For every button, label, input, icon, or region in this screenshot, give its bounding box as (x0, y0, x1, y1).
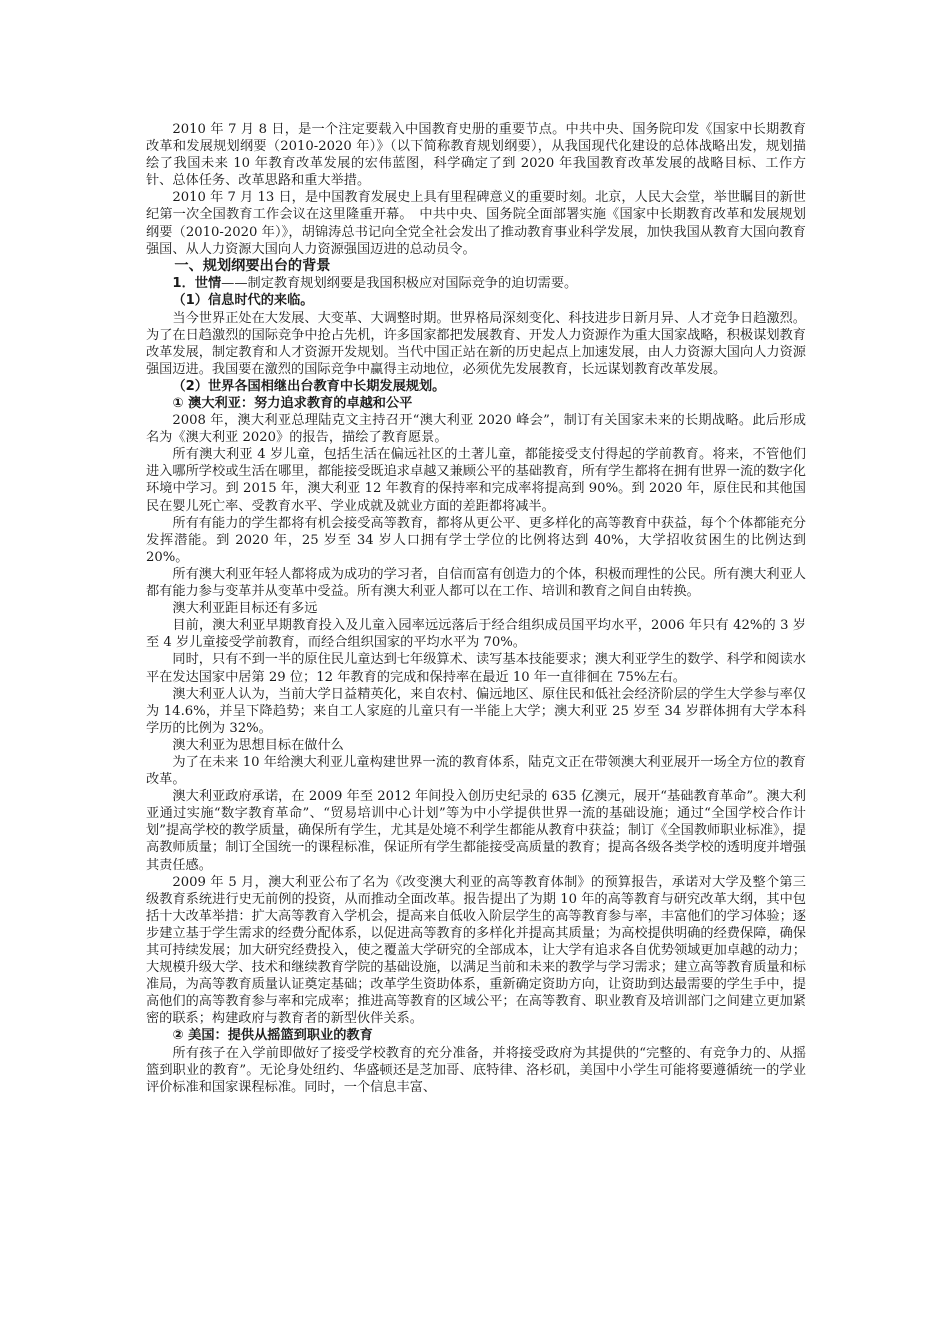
heading-world-plans: （2）世界各国相继出台教育中长期发展规划。 (172, 378, 446, 394)
australia-paragraph-7: 澳大利亚人认为，当前大学日益精英化，来自农村、偏远地区、原住民和低社会经济阶层的学生大学参与率仅为 14.6%，并呈下降趋势；来自工人家庭的儿童只有一半能上大学；澳大利亚 25 岁至 34 岁群体拥有大学本科学历的比例为 32%。 (146, 686, 806, 736)
australia-paragraph-4: 所有澳大利亚年轻人都将成为成功的学习者，自信而富有创造力的个体，积极而理性的公民。所有澳大利亚人都有能力参与变革并从变革中受益。所有澳大利亚人都可以在工作、培训和教育之间自由转换。 (146, 566, 806, 600)
document-page (146, 121, 806, 1096)
australia-paragraph-3: 所有有能力的学生都将有机会接受高等教育，都将从更公平、更多样化的高等教育中获益，每个个体都能充分发挥潜能。到 2020 年，25 岁至 34 岁人口拥有学士学位的比例将达到 40%，大学招收贫困生的比例达到 20%。 (146, 515, 806, 565)
australia-paragraph-6: 同时，只有不到一半的原住民儿童达到七年级算术、读写基本技能要求；澳大利亚学生的数学、科学和阅读水平在发达国家中居第 29 位；12 年教育的完成和保持率在最近 10 年一直徘徊在 75%左右。 (146, 652, 806, 685)
australia-paragraph-2: 所有澳大利亚 4 岁儿童，包括生活在偏远社区的土著儿童，都能接受支付得起的学前教育。将来，不管他们进入哪所学校或生活在哪里，都能接受既追求卓越又兼顾公平的基础教育，所有学生都将在拥有世界一流的数字化环境中学习。到 2015 年，澳大利亚 12 年教育的保持率和完成率将提高到 90%。到 2020 年，原住民和其他国民在婴儿死亡率、受教育水平、学业成就及就业方面的差距都将减半。 (146, 447, 806, 514)
australia-paragraph-8: 为了在未来 10 年给澳大利亚儿童构建世界一流的教育体系，陆克文正在带领澳大利亚展开一场全方位的教育改革。 (146, 754, 806, 788)
australia-paragraph-5: 目前，澳大利亚早期教育投入及儿童入园率远远落后于经合组织成员国平均水平，2006 年只有 42%的 3 岁至 4 岁儿童接受学前教育，而经合组织国家的平均水平为 70%。 (146, 618, 806, 651)
subsection-world-situation (146, 275, 806, 292)
heading-australia: ① 澳大利亚：努力追求教育的卓越和公平 (172, 396, 413, 411)
australia-paragraph-9: 澳大利亚政府承诺，在 2009 年至 2012 年间投入创历史纪录的 635 亿澳元，展开“基础教育革命”。澳大利亚通过实施“数字教育革命”、“贸易培训中心计划”等为中小学提供世界一流的基础设施；通过“全国学校合作计划”提高学校的教学质量，确保所有学生，尤其是处境不利学生都能从教育中获益；制订《全国教师职业标准》，提高教师质量；制订全国统一的课程标准，保证所有学生都能接受高质量的教育；提高各级各类学校的透明度并增强其责任感。 (146, 789, 806, 873)
information-age-paragraph: 当今世界正处在大发展、大变革、大调整时期。世界格局深刻变化、科技进步日新月异、人才竞争日趋激烈。为了在日趋激烈的国际竞争中抢占先机，许多国家都把发展教育、开发人力资源作为重大国家战略，积极谋划教育改革发展，制定教育和人才资源开发规划。当代中国正站在新的历史起点上加速发展，由人力资源大国向人力资源强国迈进。我国要在激烈的国际竞争中赢得主动地位，必须优先发展教育，长远谋划教育改革发展。 (146, 310, 806, 377)
australia-actions-title: 澳大利亚为思想目标在做什么 (172, 737, 344, 753)
australia-gap-title: 澳大利亚距目标还有多远 (172, 601, 318, 617)
intro-paragraph-2: 2010 年 7 月 13 日，是中国教育发展史上具有里程碑意义的重要时刻。北京，人民大会堂，举世瞩目的新世纪第一次全国教育工作会议在这里隆重开幕。 中共中央、国务院全面部署实施《国家中长期教育改革和发展规划纲要（2010-2020 年）》，胡锦涛总书记向全党全社会发出了推动教育事业科学发展，加快我国从教育大国向教育强国、从人力资源大国向人力资源强国迈进的总动员令。 (146, 190, 806, 257)
usa-paragraph-1: 所有孩子在入学前即做好了接受学校教育的充分准备，并将接受政府为其提供的“完整的、有竞争力的、从摇篮到职业的教育”。无论身处纽约、华盛顿还是芝加哥、底特律、洛杉矶，美国中小学生可能将要遵循统一的学业评价标准和国家课程标准。同时，一个信息丰富、 (146, 1045, 806, 1095)
subsection-world-situation-text: ——制定教育规划纲要是我国积极应对国际竞争的迫切需要。 (221, 276, 578, 292)
subsection-world-situation-lead: 1．世情 (172, 276, 222, 292)
intro-paragraph-1: 2010 年 7 月 8 日，是一个注定要载入中国教育史册的重要节点。中共中央、国务院印发《国家中长期教育改革和发展规划纲要（2010-2020 年）》（以下简称教育规划纲要），从我国现代化建设的总体战略出发，规划描绘了我国未来 10 年教育改革发展的宏伟蓝图，科学确定了到 2020 年我国教育改革发展的战略目标、工作方针、总体任务、改革思路和重大举措。 (146, 122, 806, 189)
australia-paragraph-10: 2009 年 5 月，澳大利亚公布了名为《改变澳大利亚的高等教育体制》的预算报告，承诺对大学及整个第三级教育系统进行史无前例的投资，从而推动全面改革。报告提出了为期 10 年的高等教育与研究改革大纲，其中包括十大改革举措：扩大高等教育入学机会，提高来自低收入阶层学生的高等教育参与率，丰富他们的学习体验；逐步建立基于学生需求的经费分配体系，以促进高等教育的多样化并提高其质量；为高校提供明确的经费保障，确保其可持续发展；加大研究经费投入，使之覆盖大学研究的全部成本，让大学有追求各自优势领域更加卓越的动力；大规模升级大学、技术和继续教育学院的基础设施，以满足当前和未来的教学与学习需求；建立高等教育质量和标准局，为高等教育质量认证奠定基础；改革学生资助体系，重新确定资助方向，让资助到达最需要的学生手中，提高他们的高等教育参与率和完成率；推进高等教育的区域公平；在高等教育、职业教育及培训部门之间建立更加紧密的联系；构建政府与教育者的新型伙伴关系。 (146, 874, 806, 1027)
heading-usa: ② 美国：提供从摇篮到职业的教育 (172, 1028, 373, 1044)
section-heading-background: 一、规划纲要出台的背景 (174, 257, 331, 274)
heading-information-age: （1）信息时代的来临。 (172, 293, 314, 309)
australia-paragraph-1: 2008 年，澳大利亚总理陆克文主持召开“澳大利亚 2020 峰会”，制订有关国家未来的长期战略。此后形成名为《澳大利亚 2020》的报告，描绘了教育愿景。 (146, 413, 806, 446)
